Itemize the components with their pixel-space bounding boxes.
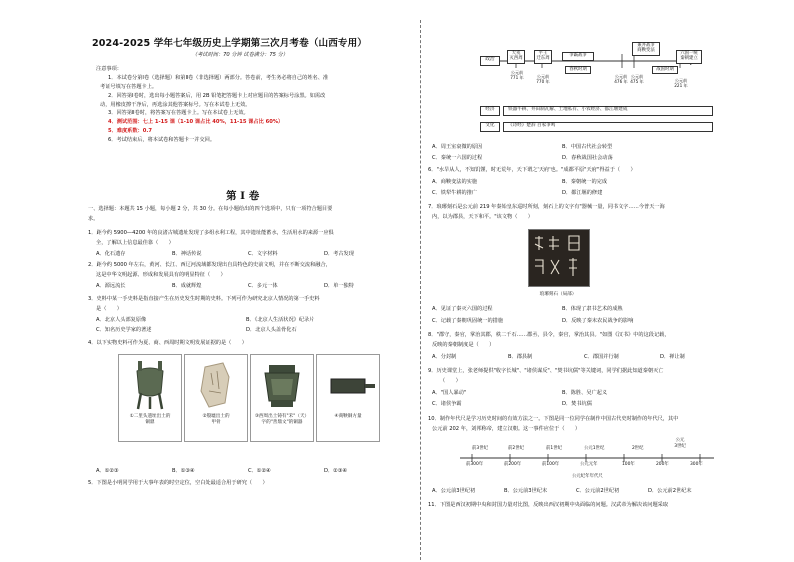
q10-line: 10．制作年代尺是学习历史时间的有效方法之一。下图是同一位同学在制作中国古代史时制作的年代尺，其中 xyxy=(428,416,679,422)
q2-line: 这是中华文明起源、形成和发展具有的明显特征（ ） xyxy=(96,272,226,278)
exam-subtitle: （考试时间：70 分钟 试卷满分：75 分） xyxy=(192,52,288,58)
q8-line: 反映的秦朝制度是（ ） xyxy=(432,342,495,348)
q5-options-row1 xyxy=(432,144,692,151)
q7-options-row1 xyxy=(432,306,692,313)
q4-caption-2: ②殷墟出土的 甲骨 xyxy=(202,414,230,425)
year-221bc: 公元前 221 年 xyxy=(674,78,688,89)
row-label-economy: 经济 xyxy=(480,106,500,116)
year-770bc: 公元前 770 年 xyxy=(536,74,550,85)
q8-option-d[interactable]: D．禅让制 xyxy=(660,354,685,360)
q10-option-c[interactable]: C．公元前2世纪初 xyxy=(576,488,620,494)
q1-options xyxy=(96,251,400,258)
q1-option-b[interactable]: B．神话传说 xyxy=(172,251,202,257)
q1-line: 1．距今约 5900—4200 年的良渚古城遗址发现了多组水利工程，其中遗址能蓄水，生活用水的来源一应俱 xyxy=(88,230,334,236)
q3-line: 3．史料中某一手史料是指直接产生在历史发生时期的史料。下列可作为研究北京人情况的第一手史料 xyxy=(88,296,320,302)
q3-option-a[interactable]: A．北京人头部复原像 xyxy=(96,317,147,323)
ruler-tick-label: 前100年 xyxy=(542,462,560,467)
q5-line: 5．下图是小明同学用于大事年表的时空定位，空白处最适合用于研究（ ） xyxy=(88,480,268,486)
q8-option-a[interactable]: A．分封制 xyxy=(432,354,457,360)
q7-options-row2 xyxy=(432,318,692,325)
row-label-culture: 文化 xyxy=(480,122,500,132)
q10-option-a[interactable]: A．公元前3世纪初 xyxy=(432,488,476,494)
q4-option-b[interactable]: B．①③④ xyxy=(172,468,195,474)
ruler-tick-label: 公元元年 xyxy=(580,462,598,467)
oracle-bone-icon xyxy=(185,355,247,415)
q4-caption-1: ①二里头遗址出土的 铜鼎 xyxy=(129,414,171,425)
ruler-tick-label: 200年 xyxy=(656,462,669,467)
artifact-bronze-ding xyxy=(118,354,182,442)
note-line: 6．考试结束后，将本试卷和答题卡一并交回。 xyxy=(108,137,216,144)
q1-option-d[interactable]: D．考古发现 xyxy=(324,251,354,257)
bronze-vessel-icon xyxy=(251,355,313,415)
note-line: 考证号填写在答题卡上。 xyxy=(100,83,158,90)
stone-rubbing-icon xyxy=(529,230,587,284)
ruler-tick-label: 100年 xyxy=(622,462,635,467)
q3-options-row2 xyxy=(96,327,396,334)
q5-option-c[interactable]: C．秦统一六国的过程 xyxy=(432,155,483,161)
q6-option-a[interactable]: A．商鞅变法的实施 xyxy=(432,179,478,185)
q7-option-a[interactable]: A．见证了秦灭六国的过程 xyxy=(432,306,493,312)
q9-option-c[interactable]: C．诸侯争霸 xyxy=(432,401,462,407)
q9-option-d[interactable]: D．焚书坑儒 xyxy=(562,401,592,407)
q3-option-b[interactable]: B．《北京人生活状况》纪录片 xyxy=(246,317,315,323)
exam-title: 2024-2025 学年七年级历史上学期第三次月考卷（山西专用） xyxy=(92,38,367,49)
q11-line: 11．下图是西汉初期中央和封国力量对比图，反映出西汉初期中央面临的问题。汉武帝为解决该问题采取 xyxy=(428,502,669,508)
q9-options-row2 xyxy=(432,401,692,408)
note-line: 3．回答第Ⅱ卷时，将答案写在答题卡上。写在本试卷上无效。 xyxy=(108,110,249,117)
q7-line: 内，以为郡县，天下和平。"该文物（ ） xyxy=(432,214,533,220)
q6-option-d[interactable]: D．都江堰的修建 xyxy=(562,190,603,196)
ruler-tick-label: 前200年 xyxy=(504,462,522,467)
artifact-bronze-vessel xyxy=(250,354,314,442)
q9-options-row1 xyxy=(432,390,692,397)
year-475bc: 公元前 475 年 xyxy=(630,74,644,85)
q3-line: 是（ ） xyxy=(96,306,122,312)
q6-line: 6．"水旱从人，不知饥馑，时无荒年，天下谓之'天府'也。"成都平原"天府"得益于（ ） xyxy=(428,167,636,173)
ruler-tick-label: 300年 xyxy=(690,462,703,467)
event-box-western-zhou-fall: 大戎 灭西周 xyxy=(507,50,525,64)
q9-option-b[interactable]: B．陈胜、吴广起义 xyxy=(562,390,608,396)
economy-row: 铁器牛耕、井田制瓦解、土地私有、小农经济、都江堰建成 xyxy=(503,106,713,116)
q8-option-c[interactable]: C．郡国并行制 xyxy=(584,354,619,360)
q3-option-c[interactable]: C．知名历史学家的著述 xyxy=(96,327,152,333)
bronze-ding-icon xyxy=(119,355,181,415)
notes-heading: 注意事项： xyxy=(96,66,122,72)
q5-option-b[interactable]: B．中国古代社会转型 xyxy=(562,144,613,150)
q8-options xyxy=(432,354,736,361)
q3-options-row1 xyxy=(96,317,396,324)
period-spring-autumn: 春秋时期 xyxy=(565,66,591,74)
q8-option-b[interactable]: B．郡县制 xyxy=(508,354,533,360)
q6-options-row2 xyxy=(432,190,692,197)
langya-rubbing-image xyxy=(528,229,590,287)
q7-option-d[interactable]: D．反映了秦末农民战争的影响 xyxy=(562,318,634,324)
event-box-eastern-zhou: 平王 迁东周 xyxy=(534,50,552,64)
q2-line: 2．距今约 5000 年左右，黄河、长江、西辽河流域都发现出自具特色的史前文明，并在不断交流和融合， xyxy=(88,262,331,268)
q10-options xyxy=(432,488,720,495)
q4-option-a[interactable]: A．①②③ xyxy=(96,468,119,474)
q3-option-d[interactable]: D．北京人头盖骨化石 xyxy=(246,327,297,333)
row-label-politics: 政治 xyxy=(480,56,500,66)
q7-option-c[interactable]: C．记载了秦朝巩固统一的措施 xyxy=(432,318,504,324)
q4-caption-4: ④商鞅铜方量 xyxy=(334,414,362,419)
square-measure-icon xyxy=(317,355,379,415)
q2-option-b[interactable]: B．成就辉煌 xyxy=(172,283,202,289)
q10-option-b[interactable]: B．公元前3世纪末 xyxy=(504,488,548,494)
rubbing-caption: 琅琊刻石（局部） xyxy=(539,292,577,297)
q2-option-c[interactable]: C．多元一体 xyxy=(248,283,278,289)
ruler-axis-label: 公元纪年年代尺 xyxy=(572,474,603,479)
q4-line: 4．以下实物史料可作为夏、商、西周时期文明发展证据的是（ ） xyxy=(88,340,247,346)
q6-option-b[interactable]: B．秦朝统一的完成 xyxy=(562,179,608,185)
ruler-century: 前1世纪 xyxy=(546,446,562,451)
q5-options-row2 xyxy=(432,155,692,162)
q10-line: 公元前 202 年，刘邦称帝，建立汉朝。这一事件应位于（ ） xyxy=(432,426,581,432)
q1-line: 全，了解以上信息最佳靠（ ） xyxy=(96,240,174,246)
q2-option-d[interactable]: D．单一独特 xyxy=(324,283,354,289)
note-line: 1．本试卷分第Ⅰ卷（选择题）和第Ⅱ卷（非选择题）两部分。答卷前，考生务必将自己的姓名、准 xyxy=(108,74,329,81)
ruler-century: 2世纪 xyxy=(632,446,644,451)
q4-option-d[interactable]: D．②③④ xyxy=(324,468,348,474)
q8-line: 8．"郡守，秦官，掌治其郡，秩二千石……郡丞，县令，秦官，掌治其县。"如图《汉书》中的这段记载， xyxy=(428,332,670,338)
notes-block xyxy=(96,66,406,146)
event-box-annexation-reform: 兼并战争 商鞅变法 xyxy=(632,42,660,56)
q7-line: 7．琅琊刻石是公元前 219 年秦始皇东巡时所刻，刻石上的文字有"器械一量，同书文字……今普天一海 xyxy=(428,204,665,210)
ruler-century: 公元 3世纪 xyxy=(674,438,686,449)
q9-option-a[interactable]: A．"国人暴动" xyxy=(432,390,467,396)
q4-options xyxy=(96,468,400,475)
note-line-difficulty: 5．难度系数：0.7 xyxy=(108,128,152,135)
section-title: 第 I 卷 xyxy=(226,190,260,202)
q2-options xyxy=(96,283,400,290)
year-771bc: 公元前 771 年 xyxy=(510,70,524,81)
q2-option-a[interactable]: A．源远流长 xyxy=(96,283,126,289)
ruler-century: 前3世纪 xyxy=(472,446,488,451)
q5-option-a[interactable]: A．周王室衰微的原因 xyxy=(432,144,483,150)
ruler-tick-label: 前300年 xyxy=(466,462,484,467)
q7-option-b[interactable]: B．体现了隶书艺术的成熟 xyxy=(562,306,623,312)
q10-option-d[interactable]: D．公元前2世纪末 xyxy=(648,488,692,494)
year-476bc: 公元前 476 年 xyxy=(614,74,628,85)
q1-option-a[interactable]: A．化石遗存 xyxy=(96,251,126,257)
q9-line: 9．历史课堂上，张老师提供"收字长城"、"诸侯谋反"、"焚书坑儒"等关键词，同学们据此知道秦朝灭亡 xyxy=(428,368,664,374)
q5-option-d[interactable]: D．春秋战国社会动荡 xyxy=(562,155,613,161)
q9-line: （ ） xyxy=(440,378,461,384)
note-line-scope: 4．测试范围：七上 1-15 课（1-10 课占比 40%，11-15 课占比 60%） xyxy=(108,119,284,126)
artifact-square-measure xyxy=(316,354,380,442)
q6-option-c[interactable]: C．铁犁牛耕的推广 xyxy=(432,190,478,196)
culture-row: 《诗经》楚辞 百家争鸣 xyxy=(503,122,713,132)
ruler-century: 公元1世纪 xyxy=(584,446,605,451)
ruler-century: 前2世纪 xyxy=(508,446,524,451)
instructions-line: 求。 xyxy=(88,216,99,222)
q4-caption-3: ③西周出土铸有"禾"（天） 字的"善鼎文"的铜器 xyxy=(254,414,310,425)
q6-options-row1 xyxy=(432,179,692,186)
period-warring-states: 战国时期 xyxy=(652,66,678,74)
column-divider xyxy=(420,20,421,560)
note-line: 动，用橡皮擦干净后，再选涂其他答案标号。写在本试卷上无效。 xyxy=(100,101,251,108)
q1-option-c[interactable]: C．文字材料 xyxy=(248,251,278,257)
instructions-line: 一、选择题：本题共 15 小题，每小题 2 分，共 30 分。在每小题给出的四个选项中，只有一项符合题目要 xyxy=(88,206,333,212)
q4-option-c[interactable]: C．①②④ xyxy=(248,468,271,474)
event-box-qin-unification: 六国一统 秦朝建立 xyxy=(676,50,702,64)
artifact-oracle-bone xyxy=(184,354,248,442)
event-box-hegemony-wars: 争霸战争 xyxy=(562,52,594,61)
note-line: 2．回答第Ⅰ卷时，选出每小题答案后，用 2B 铅笔把答题卡上对应题目的答案标号涂黑。如需改 xyxy=(108,92,326,99)
